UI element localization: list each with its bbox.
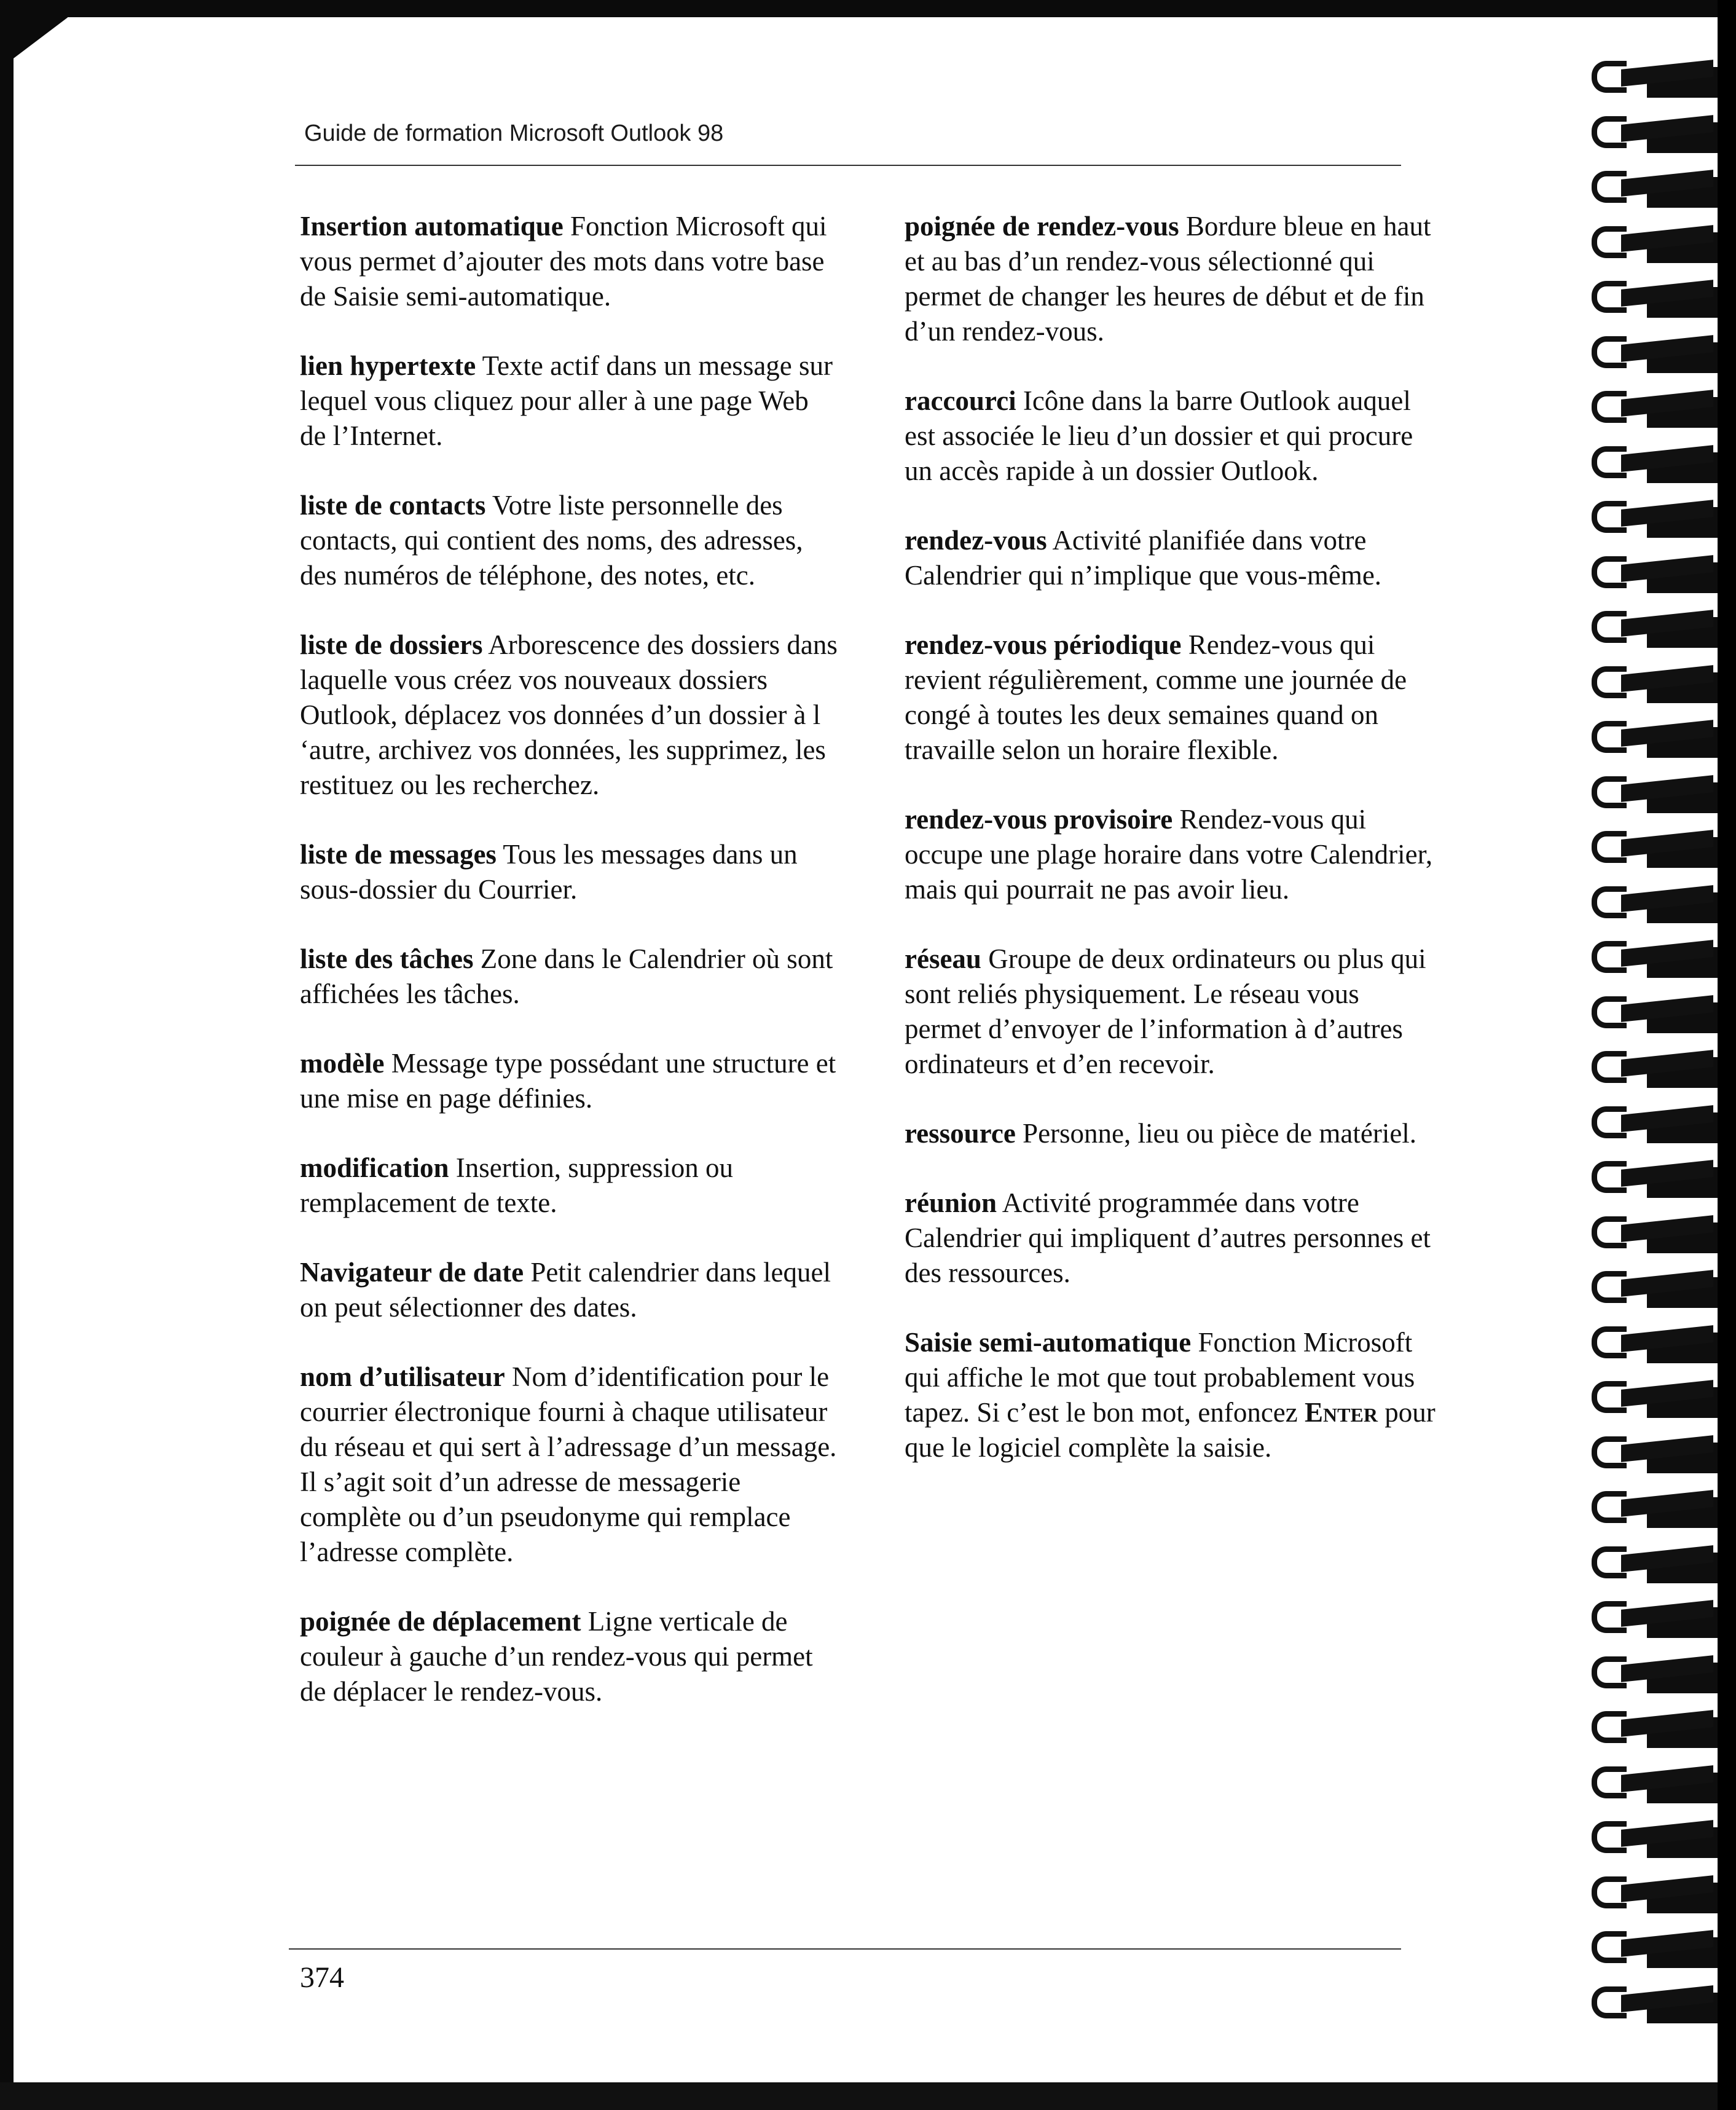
glossary-entry [905, 523, 1439, 593]
glossary-definition: Activité programmée dans votre Calendrier qui impliquent d’autres personnes et des ressources. [905, 1187, 1431, 1288]
glossary-definition: Fonction Microsoft qui affiche le mot que tout probablement vous tapez. Si c’est le bon mot, enfoncez [905, 1327, 1415, 1428]
binding-ring [1585, 1764, 1718, 1798]
binding-ring [1585, 1654, 1718, 1688]
glossary-right-column [905, 209, 1439, 1500]
binding-ring [1585, 1269, 1718, 1303]
glossary-term: poignée de rendez-vous [905, 211, 1179, 242]
binding-ring [1585, 168, 1718, 203]
glossary-entry [300, 1046, 841, 1116]
footer-rule [289, 1948, 1401, 1950]
glossary-definition: Zone dans le Calendrier où sont affichées les tâches. [300, 943, 833, 1009]
glossary-left-column [300, 209, 841, 1744]
glossary-entry [905, 1186, 1439, 1291]
glossary-definition: Icône dans la barre Outlook auquel est associée le lieu d’un dossier et qui procure un accès rapide à un dossier Outlook. [905, 385, 1413, 486]
binding-ring [1585, 884, 1718, 918]
binding-ring [1585, 1489, 1718, 1523]
binding-ring [1585, 1159, 1718, 1193]
page-number: 374 [300, 1961, 344, 1994]
glossary-definition: Fonction Microsoft qui vous permet d’ajouter des mots dans votre base de Saisie semi-automatique. [300, 211, 827, 312]
spiral-binding [1585, 58, 1718, 2044]
binding-ring [1585, 1544, 1718, 1578]
glossary-entry [905, 384, 1439, 489]
binding-ring [1585, 278, 1718, 313]
glossary-entry [905, 1116, 1439, 1151]
scan-edge-bottom [0, 2082, 1736, 2110]
binding-ring [1585, 554, 1718, 588]
glossary-definition: Ligne verticale de couleur à gauche d’un rendez-vous qui permet de déplacer le rendez-vous. [300, 1606, 813, 1707]
glossary-definition: Tous les messages dans un sous-dossier du Courrier. [300, 839, 798, 905]
glossary-definition: Nom d’identification pour le courrier électronique fourni à chaque utilisateur du réseau et qui sert à l’adressage d’un message. Il s’agit soit d’un adresse de messagerie complète ou d’un pseudonyme qui remplace l’adresse complète. [300, 1361, 837, 1567]
glossary-term: réunion [905, 1187, 997, 1218]
scan-edge-right [1718, 0, 1736, 2110]
binding-ring [1585, 114, 1718, 148]
glossary-definition: pour que le logiciel complète la saisie. [905, 1397, 1436, 1463]
glossary-definition: Votre liste personnelle des contacts, qui contient des noms, des adresses, des numéros de téléphone, des notes, etc. [300, 490, 803, 591]
glossary-term: lien hypertexte [300, 350, 476, 381]
glossary-term: raccourci [905, 385, 1016, 416]
binding-ring [1585, 718, 1718, 753]
binding-ring [1585, 1929, 1718, 1963]
glossary-definition: Groupe de deux ordinateurs ou plus qui sont reliés physiquement. Le réseau vous permet d’envoyer de l’information à d’autres ordinateurs et d’en recevoir. [905, 943, 1426, 1079]
glossary-term: Insertion automatique [300, 211, 564, 242]
binding-ring [1585, 939, 1718, 973]
glossary-entry [300, 942, 841, 1012]
glossary-entry [905, 802, 1439, 907]
binding-ring [1585, 994, 1718, 1028]
running-header: Guide de formation Microsoft Outlook 98 [304, 120, 724, 146]
binding-ring [1585, 1984, 1718, 2018]
binding-ring [1585, 1819, 1718, 1853]
binding-ring [1585, 1324, 1718, 1358]
glossary-entry [300, 209, 841, 314]
binding-ring [1585, 1434, 1718, 1468]
glossary-entry [905, 209, 1439, 349]
glossary-definition: Texte actif dans un message sur lequel vous cliquez pour aller à une page Web de l’Internet. [300, 350, 833, 451]
glossary-term: rendez-vous périodique [905, 629, 1182, 660]
binding-ring [1585, 1379, 1718, 1413]
glossary-entry [905, 628, 1439, 768]
glossary-term: poignée de déplacement [300, 1606, 581, 1637]
glossary-term: liste de messages [300, 839, 497, 870]
key-name: Enter [1305, 1397, 1378, 1428]
glossary-term: liste des tâches [300, 943, 474, 974]
scan-edge-top [0, 0, 1736, 17]
glossary-term: Saisie semi-automatique [905, 1327, 1192, 1358]
binding-ring [1585, 664, 1718, 698]
glossary-term: réseau [905, 943, 981, 974]
binding-ring [1585, 444, 1718, 478]
binding-ring [1585, 334, 1718, 368]
scan-edge-left [0, 0, 14, 2110]
glossary-term: liste de dossiers [300, 629, 483, 660]
binding-ring [1585, 1874, 1718, 1908]
glossary-term: modification [300, 1152, 449, 1183]
binding-ring [1585, 608, 1718, 643]
glossary-term: rendez-vous provisoire [905, 804, 1173, 835]
glossary-definition: Rendez-vous qui occupe une plage horaire dans votre Calendrier, mais qui pourrait ne pas avoir lieu. [905, 804, 1433, 905]
glossary-definition: Message type possédant une structure et une mise en page définies. [300, 1048, 836, 1114]
binding-ring [1585, 498, 1718, 533]
glossary-term: modèle [300, 1048, 385, 1079]
glossary-entry [300, 348, 841, 454]
glossary-definition: Arborescence des dossiers dans laquelle vous créez vos nouveaux dossiers Outlook, déplacez vos données d’un dossier à l ‘autre, archivez vos données, les supprimez, les restituez ou les recherchez. [300, 629, 838, 800]
glossary-definition: Rendez-vous qui revient régulièrement, comme une journée de congé à toutes les deux semaines quand on travaille selon un horaire flexible. [905, 629, 1407, 765]
glossary-definition: Petit calendrier dans lequel on peut sélectionner des dates. [300, 1257, 831, 1323]
glossary-entry [300, 628, 841, 803]
binding-ring [1585, 774, 1718, 808]
binding-ring [1585, 58, 1718, 93]
glossary-entry [300, 1604, 841, 1709]
glossary-entry [300, 488, 841, 593]
glossary-entry [300, 1151, 841, 1221]
glossary-entry [300, 837, 841, 907]
glossary-term: nom d’utilisateur [300, 1361, 505, 1392]
binding-ring [1585, 1049, 1718, 1083]
binding-ring [1585, 1599, 1718, 1633]
header-rule [295, 165, 1401, 166]
binding-ring [1585, 388, 1718, 423]
binding-ring [1585, 1709, 1718, 1743]
glossary-entry [300, 1360, 841, 1570]
glossary-entry [300, 1255, 841, 1325]
glossary-definition: Bordure bleue en haut et au bas d’un rendez-vous sélectionné qui permet de changer les heures de début et de fin d’un rendez-vous. [905, 211, 1431, 347]
scan-corner-shadow [0, 0, 68, 58]
binding-ring [1585, 1214, 1718, 1248]
glossary-definition: Insertion, suppression ou remplacement de texte. [300, 1152, 733, 1218]
glossary-term: ressource [905, 1118, 1016, 1149]
glossary-term: Navigateur de date [300, 1257, 524, 1288]
glossary-definition: Personne, lieu ou pièce de matériel. [1015, 1118, 1417, 1149]
glossary-term: rendez-vous [905, 525, 1047, 556]
glossary-entry [905, 942, 1439, 1082]
glossary-definition: Activité planifiée dans votre Calendrier qui n’implique que vous-même. [905, 525, 1382, 591]
binding-ring [1585, 224, 1718, 258]
binding-ring [1585, 829, 1718, 863]
glossary-term: liste de contacts [300, 490, 486, 521]
binding-ring [1585, 1104, 1718, 1138]
glossary-entry [905, 1325, 1439, 1465]
